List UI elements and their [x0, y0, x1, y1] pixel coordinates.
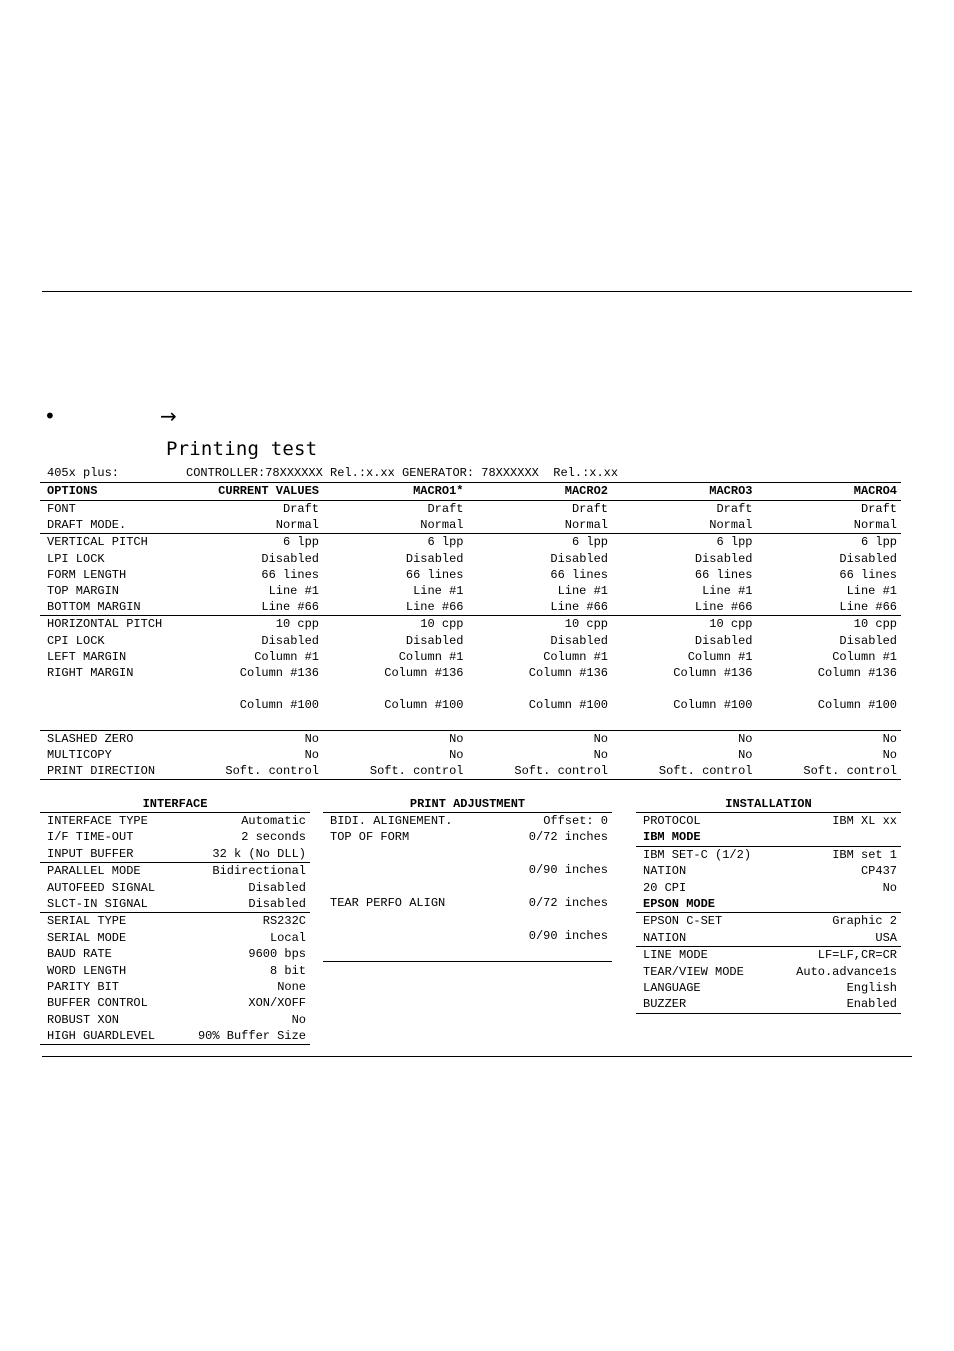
printer-model-label: 405x plus: [47, 466, 120, 480]
installation-table [636, 796, 901, 1014]
option-value: Column #136 [673, 665, 753, 680]
list-item [323, 911, 612, 927]
list-item [636, 829, 901, 845]
setting-value: USA [875, 930, 897, 945]
list-item [40, 995, 310, 1011]
option-value: Draft [282, 502, 319, 516]
option-value: No [449, 731, 464, 746]
setting-value: English [846, 980, 897, 995]
top-divider [42, 291, 912, 292]
setting-label: ROBUST XON [47, 1012, 120, 1027]
list-item [636, 946, 901, 963]
option-value: Line #1 [413, 583, 464, 598]
list-item [636, 846, 901, 863]
option-value: Draft [860, 502, 897, 516]
option-value: No [593, 747, 608, 762]
option-value: Line #1 [268, 583, 319, 598]
option-name: PRINT DIRECTION [47, 764, 156, 778]
table-row [40, 730, 901, 747]
option-value: Disabled [839, 633, 897, 648]
option-name [40, 713, 190, 729]
interface-title: INTERFACE [40, 796, 310, 813]
list-item [323, 829, 612, 845]
option-value: Soft. control [803, 764, 897, 778]
table-row [40, 533, 901, 550]
option-value: Disabled [261, 633, 319, 648]
option-value: Disabled [261, 551, 319, 566]
list-item [40, 930, 310, 946]
option-value: Disabled [694, 551, 753, 566]
option-name: LEFT MARGIN [47, 649, 127, 664]
setting-label: TOP OF FORM [330, 830, 410, 845]
option-value: Normal [853, 518, 897, 533]
option-name [40, 681, 190, 697]
setting-label: IBM MODE [643, 830, 701, 845]
option-value [190, 713, 323, 729]
option-value [323, 681, 468, 697]
option-value [612, 713, 757, 729]
option-value: 66 lines [550, 567, 608, 582]
setting-value: 9600 bps [248, 947, 306, 962]
setting-label: NATION [643, 930, 687, 945]
setting-value: No [882, 880, 897, 895]
option-value: Normal [420, 518, 464, 533]
list-item [40, 813, 310, 829]
option-value: Normal [275, 518, 319, 533]
printing-test-title: Printing test [166, 438, 318, 460]
setting-value: Graphic 2 [832, 914, 897, 929]
table-row [40, 551, 901, 567]
print-adjustment-title: PRINT ADJUSTMENT [323, 796, 612, 813]
column-header: MACRO2 [564, 484, 608, 498]
setting-label: 20 CPI [643, 880, 687, 895]
option-name: DRAFT MODE. [47, 518, 127, 533]
option-value: No [882, 747, 897, 762]
table-row [40, 649, 901, 665]
option-value: Disabled [405, 633, 464, 648]
setting-label: BUFFER CONTROL [47, 996, 148, 1011]
list-item [636, 964, 901, 980]
table-row [40, 567, 901, 583]
option-value: No [593, 731, 608, 746]
table-row [40, 615, 901, 632]
list-item [323, 895, 612, 911]
setting-label: NATION [643, 864, 687, 879]
setting-value: Disabled [248, 880, 306, 895]
option-value: 6 lpp [427, 535, 464, 550]
setting-label: PARITY BIT [47, 979, 120, 994]
options-table [40, 482, 901, 780]
setting-value: 8 bit [269, 963, 306, 978]
table-row [40, 599, 901, 615]
option-value: Column #100 [384, 698, 464, 713]
setting-label: INTERFACE TYPE [47, 814, 148, 828]
setting-value: Bidirectional [212, 864, 306, 879]
setting-value: Enabled [846, 997, 897, 1012]
setting-value: Offset: 0 [543, 814, 608, 828]
option-value [468, 713, 613, 729]
setting-value: 0/90 inches [528, 863, 608, 878]
option-value: Line #1 [846, 583, 897, 598]
option-value: 66 lines [839, 567, 897, 582]
option-value: Line #66 [839, 600, 897, 615]
option-value: Soft. control [658, 764, 753, 778]
option-value: 66 lines [405, 567, 464, 582]
setting-value: No [291, 1012, 306, 1027]
print-adjustment-body [323, 813, 612, 962]
column-header: CURRENT VALUES [218, 484, 319, 498]
option-value [323, 713, 468, 729]
table-row [40, 763, 901, 780]
setting-label: EPSON C-SET [643, 914, 723, 929]
installation-body [636, 813, 901, 1014]
setting-label: BUZZER [643, 997, 687, 1012]
setting-label: PARALLEL MODE [47, 864, 141, 879]
setting-label: EPSON MODE [643, 896, 716, 911]
option-value: 6 lpp [716, 535, 753, 550]
list-item [40, 896, 310, 912]
setting-value: XON/XOFF [248, 996, 306, 1011]
option-value [757, 713, 902, 729]
column-header: OPTIONS [47, 484, 98, 498]
setting-label: AUTOFEED SIGNAL [47, 880, 156, 895]
table-row [40, 713, 901, 729]
list-item [40, 1028, 310, 1044]
option-value: Normal [564, 518, 608, 533]
interface-table [40, 796, 310, 1045]
setting-label: BAUD RATE [47, 947, 112, 962]
option-name: LPI LOCK [47, 551, 105, 566]
setting-label: TEAR/VIEW MODE [643, 964, 744, 979]
option-name: HORIZONTAL PITCH [47, 617, 163, 632]
option-value: Disabled [694, 633, 753, 648]
option-name: FONT [47, 502, 76, 516]
print-adjustment-table [323, 796, 612, 962]
option-value: Line #1 [702, 583, 753, 598]
setting-value: RS232C [262, 914, 306, 929]
option-name: FORM LENGTH [47, 567, 127, 582]
setting-value: IBM set 1 [832, 847, 897, 862]
option-value: Disabled [550, 633, 608, 648]
table-row [40, 501, 901, 517]
setting-value: 0/90 inches [528, 928, 608, 943]
option-value: 6 lpp [860, 535, 897, 550]
column-header: MACRO4 [853, 484, 897, 498]
table-row [40, 633, 901, 649]
setting-value: LF=LF,CR=CR [817, 948, 897, 963]
option-value: Soft. control [514, 764, 608, 778]
option-name: BOTTOM MARGIN [47, 600, 141, 615]
list-item [40, 979, 310, 995]
option-value: No [882, 731, 897, 746]
option-value: Column #136 [817, 665, 897, 680]
setting-label: SERIAL MODE [47, 930, 127, 945]
option-value: Line #66 [550, 600, 608, 615]
bullet-point: • [44, 404, 56, 428]
setting-label: LINE MODE [643, 948, 708, 963]
list-item [40, 880, 310, 896]
list-item [323, 846, 612, 862]
list-item [40, 946, 310, 962]
list-item [40, 846, 310, 862]
option-value: Line #66 [694, 600, 753, 615]
setting-label: BIDI. ALIGNEMENT. [330, 814, 453, 828]
setting-label: SERIAL TYPE [47, 914, 127, 929]
setting-value: 0/72 inches [528, 830, 608, 845]
option-value: Column #1 [832, 649, 897, 664]
option-value: Column #100 [528, 698, 608, 713]
option-value: Column #136 [239, 665, 319, 680]
list-item [636, 896, 901, 912]
option-value: Column #136 [528, 665, 608, 680]
option-value: Line #66 [261, 600, 319, 615]
list-item [40, 829, 310, 845]
option-value: Column #100 [673, 698, 753, 713]
option-value: Column #100 [817, 698, 897, 713]
list-item [40, 963, 310, 979]
option-value: Draft [571, 502, 608, 516]
setting-value: Automatic [241, 814, 306, 828]
list-item [40, 1012, 310, 1028]
setting-value: IBM XL xx [832, 814, 897, 828]
list-item [636, 930, 901, 946]
option-value: 10 cpp [564, 617, 608, 632]
option-value [757, 681, 902, 697]
option-value: Disabled [839, 551, 897, 566]
table-row [40, 665, 901, 681]
option-value: Line #1 [557, 583, 608, 598]
table-row [40, 583, 901, 599]
options-table-header [40, 482, 901, 501]
option-value: Soft. control [225, 764, 319, 778]
setting-value: 2 seconds [241, 830, 306, 845]
option-value: Column #1 [254, 649, 319, 664]
setting-value: 0/72 inches [528, 895, 608, 910]
option-value: 10 cpp [709, 617, 753, 632]
list-item [40, 912, 310, 929]
list-item [40, 862, 310, 879]
option-value: Line #66 [405, 600, 464, 615]
setting-label: TEAR PERFO ALIGN [330, 895, 446, 910]
option-value [468, 681, 613, 697]
option-value: Column #136 [384, 665, 464, 680]
option-name: TOP MARGIN [47, 583, 120, 598]
option-value: No [304, 731, 319, 746]
setting-value: None [277, 979, 306, 994]
setting-value: Disabled [248, 896, 306, 911]
column-header: MACRO1* [413, 484, 464, 498]
option-value: No [449, 747, 464, 762]
setting-value: 32 k (No DLL) [212, 846, 306, 861]
table-row [40, 747, 901, 763]
setting-value: CP437 [860, 864, 897, 879]
option-value: No [738, 747, 753, 762]
list-item [323, 813, 612, 829]
option-value: 66 lines [261, 567, 319, 582]
column-header: MACRO3 [709, 484, 753, 498]
option-value: Disabled [550, 551, 608, 566]
setting-label: INPUT BUFFER [47, 846, 134, 861]
option-name: CPI LOCK [47, 633, 105, 648]
option-value: Disabled [405, 551, 464, 566]
option-name: VERTICAL PITCH [47, 535, 148, 550]
option-value: Soft. control [369, 764, 464, 778]
list-item [636, 813, 901, 829]
list-item [636, 912, 901, 929]
setting-value: Auto.advance1s [796, 964, 897, 979]
option-name: RIGHT MARGIN [47, 665, 134, 680]
list-item [323, 879, 612, 895]
interface-body [40, 813, 310, 1045]
setting-label: SLCT-IN SIGNAL [47, 896, 148, 911]
option-value [190, 681, 323, 697]
setting-value: 90% Buffer Size [197, 1029, 306, 1044]
installation-title: INSTALLATION [636, 796, 901, 813]
option-value: 6 lpp [282, 535, 319, 550]
controller-info: CONTROLLER:78XXXXXX Rel.:x.xx GENERATOR: 78XXXXXX Rel.:x.xx [186, 466, 619, 480]
option-name [40, 697, 190, 713]
table-row [40, 681, 901, 697]
list-item [323, 928, 612, 944]
setting-label: I/F TIME-OUT [47, 830, 134, 845]
option-value: No [304, 747, 319, 762]
setting-label: WORD LENGTH [47, 963, 127, 978]
option-value: Column #100 [239, 698, 319, 713]
options-table-body [40, 501, 901, 780]
option-value: Column #1 [398, 649, 464, 664]
option-name: SLASHED ZERO [47, 731, 134, 746]
option-value [612, 681, 757, 697]
setting-label: PROTOCOL [643, 814, 701, 828]
table-row [40, 517, 901, 533]
option-value: No [738, 731, 753, 746]
list-item [636, 980, 901, 996]
option-value: 6 lpp [571, 535, 608, 550]
option-value: 10 cpp [853, 617, 897, 632]
setting-label: IBM SET-C (1/2) [643, 847, 752, 862]
option-value: 10 cpp [420, 617, 464, 632]
bottom-divider [42, 1056, 912, 1057]
list-item [323, 944, 612, 960]
right-arrow-icon: → [160, 404, 177, 428]
option-value: Draft [427, 502, 464, 516]
setting-label: LANGUAGE [643, 980, 701, 995]
list-item [636, 996, 901, 1012]
option-name: MULTICOPY [47, 747, 112, 762]
table-row [40, 697, 901, 713]
option-value: 66 lines [694, 567, 753, 582]
setting-value: Local [269, 930, 306, 945]
option-value: Column #1 [543, 649, 608, 664]
option-value: 10 cpp [275, 617, 319, 632]
list-item [636, 863, 901, 879]
option-value: Column #1 [687, 649, 753, 664]
setting-label: HIGH GUARDLEVEL [47, 1029, 156, 1044]
option-value: Draft [716, 502, 753, 516]
list-item [323, 862, 612, 878]
list-item [636, 880, 901, 896]
option-value: Normal [709, 518, 753, 533]
